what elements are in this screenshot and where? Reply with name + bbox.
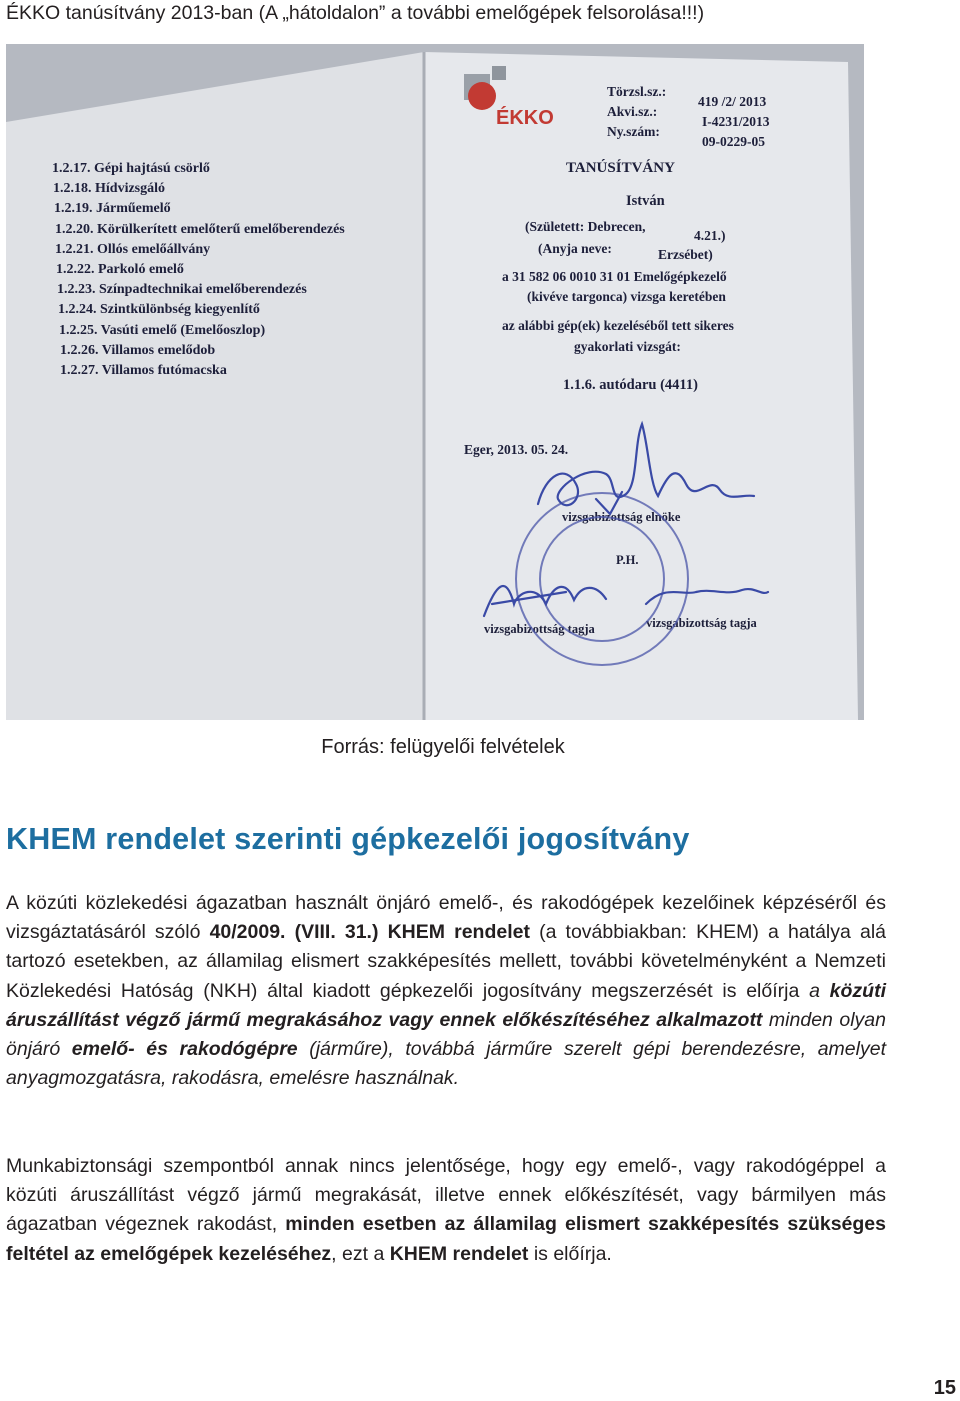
source-caption: Forrás: felügyelői felvételek xyxy=(321,736,565,758)
p2-bold-2: KHEM rendelet xyxy=(389,1242,529,1265)
p1-bold-italic-1: közúti áruszállítást végző jármű megrakásához vagy ennek előkészítéséhez alkalmazott xyxy=(6,979,886,1031)
paragraph-2 xyxy=(6,1152,886,1269)
akvi-label: Akvi.sz.: xyxy=(607,104,658,119)
torzsl-label: Törzsl.sz.: xyxy=(607,84,667,99)
place-date: Eger, 2013. 05. 24. xyxy=(464,442,569,457)
p1-bold-italic-2: emelő- és rakodógépre xyxy=(71,1038,298,1061)
ny-label: Ny.szám: xyxy=(607,124,660,139)
certificate-photo xyxy=(6,44,864,720)
left-list-item-4: 1.2.20. Körülkerített emelőterű emelőberendezés xyxy=(55,222,345,237)
member-right-label: vizsgabizottság tagja xyxy=(646,616,757,630)
certificate-title: TANÚSÍTVÁNY xyxy=(566,160,675,176)
left-page xyxy=(6,52,424,720)
left-list-item-2: 1.2.18. Hídvizsgáló xyxy=(53,181,166,196)
p2-text-2: , ezt a xyxy=(331,1242,390,1265)
mother-label: (Anyja neve: xyxy=(538,241,612,256)
left-list-item-6: 1.2.22. Parkoló emelő xyxy=(56,262,184,277)
left-list-item-1: 1.2.17. Gépi hajtású csörlő xyxy=(52,161,210,176)
p1-bold-1: 40/2009. (VIII. 31.) KHEM rendelet xyxy=(209,921,530,944)
p1-text-1: A közúti közlekedési ágazatban használt önjáró emelő-, és rakodógépek kezelőinek képzéséről és vizsgáztatásáról szóló xyxy=(6,892,886,944)
p1-italic-3: (járműre), továbbá járműre szerelt gépi berendezésre, amelyet anyagmozgatásra, rakodásra, emelésre használnak. xyxy=(6,1038,886,1090)
logo-text: ÉKKO xyxy=(496,107,554,129)
page-number: 15 xyxy=(933,1377,956,1399)
p2-bold-1: minden esetben az államilag elismert szakképesítés szükséges feltétel az emelőgépek kezeléséhez xyxy=(6,1213,886,1265)
left-list-item-8: 1.2.24. Szintkülönbség kiegyenlítő xyxy=(58,302,260,317)
ph-label: P.H. xyxy=(616,553,639,567)
p2-text-3: is előírja. xyxy=(528,1242,612,1265)
paragraph-1 xyxy=(6,889,886,1093)
holder-name: István xyxy=(626,193,665,209)
ny-value: 09-0229-05 xyxy=(702,134,765,149)
torzsl-value: 419 /2/ 2013 xyxy=(698,94,767,109)
chair-label: vizsgabizottság elnöke xyxy=(562,510,681,524)
left-list-item-11: 1.2.27. Villamos futómacska xyxy=(60,363,227,378)
born-line: (Született: Debrecen, xyxy=(525,219,646,234)
section-heading: KHEM rendelet szerinti gépkezelői jogosítvány xyxy=(6,822,690,856)
left-list-item-3: 1.2.19. Járműemelő xyxy=(54,201,171,216)
p2-text-1: Munkabiztonsági szempontból annak nincs jelentősége, hogy egy emelő-, vagy rakodógéppel a közúti áruszállítást végző jármű megrakását, illetve ennek előkészítését, vagy bármilyen más ágazatban végeznek rakodást, xyxy=(6,1155,886,1236)
p1-text-2: (a továbbiakban: KHEM) a hatálya alá tartozó esetekben, az államilag elismert szakképesítés mellett, további követelményként a Nemzeti Közlekedési Hatóság (NKH) által kiadott gépkezelői jogosítvány megszerzését is előírja xyxy=(6,921,886,1002)
left-list-item-9: 1.2.25. Vasúti emelő (Emelőoszlop) xyxy=(59,323,266,338)
member-left-label: vizsgabizottság tagja xyxy=(484,622,595,636)
exam-line-1: az alábbi gép(ek) kezeléséből tett sikeres xyxy=(502,318,734,333)
course-line-1: a 31 582 06 0010 31 01 Emelőgépkezelő xyxy=(502,269,727,284)
akvi-value: I-4231/2013 xyxy=(702,114,770,129)
born-date: 4.21.) xyxy=(694,228,726,243)
left-list-item-10: 1.2.26. Villamos emelődob xyxy=(60,343,216,358)
certificate-photo-svg xyxy=(6,44,864,720)
exam-line-2: gyakorlati vizsgát: xyxy=(574,339,681,354)
top-caption: ÉKKO tanúsítvány 2013-ban (A „hátoldalon” a további emelőgépek felsorolása!!!) xyxy=(6,2,705,24)
course-line-2: (kivéve targonca) vizsga keretében xyxy=(527,289,726,304)
left-list-item-5: 1.2.21. Ollós emelőállvány xyxy=(55,242,211,257)
mother-name: Erzsébet) xyxy=(658,247,713,262)
left-list-item-7: 1.2.23. Színpadtechnikai emelőberendezés xyxy=(57,282,307,297)
p1-italic-1: a xyxy=(809,979,830,1002)
machine-line: 1.1.6. autódaru (4411) xyxy=(563,377,698,393)
p1-italic-2: minden olyan önjáró xyxy=(6,1008,886,1061)
